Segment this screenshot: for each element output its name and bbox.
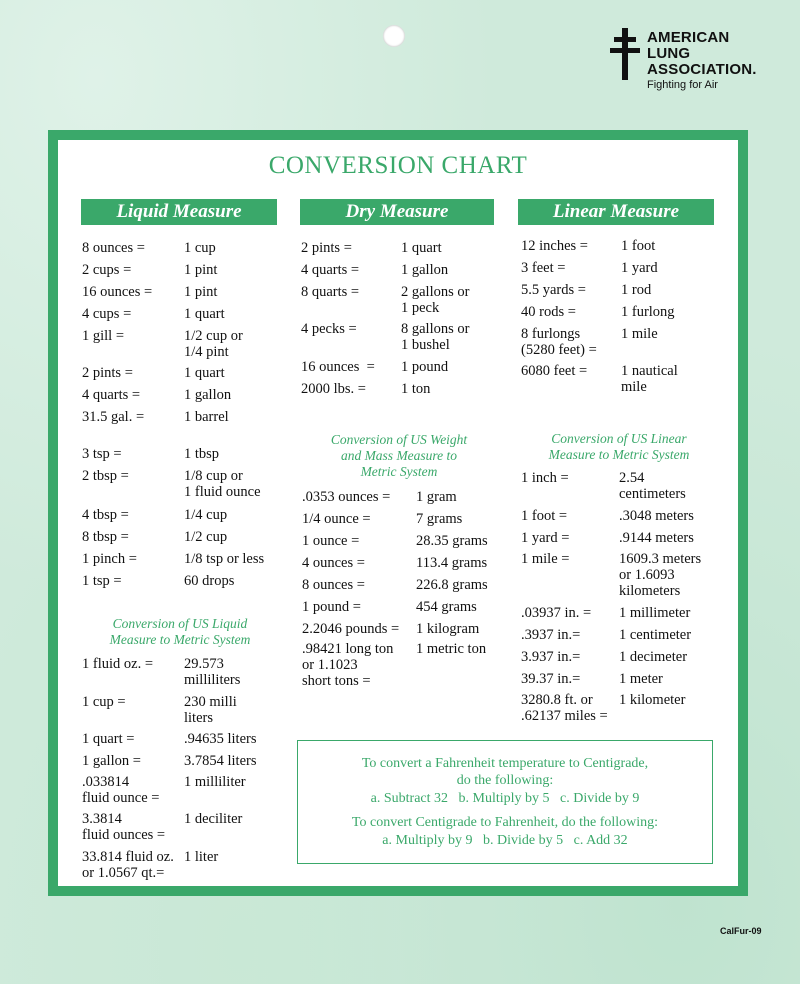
linear-row-rhs: 1 nautical mile [621, 363, 678, 395]
linear-row-lhs: 12 inches = [521, 238, 588, 254]
linear-row-lhs: 40 rods = [521, 304, 576, 320]
liquid-row-rhs: 1 quart [184, 306, 225, 322]
cross-of-lorraine-icon [610, 28, 640, 80]
liquid-row-rhs: 1 pint [184, 284, 218, 300]
liquid-row-lhs: 8 ounces = [82, 240, 145, 256]
linear-row-rhs: 1 foot [621, 238, 656, 254]
f-to-c-intro: To convert a Fahrenheit temperature to Centigrade, [361, 756, 649, 771]
liquid-row-lhs: 2 cups = [82, 262, 132, 278]
page-title: CONVERSION CHART [268, 152, 528, 179]
liquid-row-lhs: 4 tbsp = [82, 507, 129, 523]
weight-metric-row-lhs: 1/4 ounce = [302, 511, 371, 527]
weight-metric-row-rhs: 226.8 grams [416, 577, 488, 593]
dry-row-rhs: 8 gallons or 1 bushel [401, 321, 470, 353]
linear-metric-row-lhs: 39.37 in.= [521, 671, 581, 687]
logo-name: AMERICAN LUNG ASSOCIATION. [647, 29, 757, 78]
linear-metric-row-rhs: .9144 meters [619, 530, 694, 546]
weight-metric-row-rhs: 28.35 grams [416, 533, 488, 549]
linear-metric-row-rhs: 1 centimeter [619, 627, 692, 643]
liquid-row-lhs: 16 ounces = [82, 284, 153, 300]
liquid-row-rhs: 1/4 cup [184, 507, 228, 523]
dry-row-lhs: 4 quarts = [301, 262, 360, 278]
linear-metric-row-lhs: .3937 in.= [521, 627, 581, 643]
liquid-row-lhs: 4 quarts = [82, 387, 141, 403]
weight-metric-row-rhs: 7 grams [416, 511, 463, 527]
liquid-row-rhs: 1/2 cup or 1/4 pint [184, 328, 243, 360]
dry-row-lhs: 2000 lbs. = [301, 381, 366, 397]
punch-hole [383, 25, 405, 47]
liquid-row-rhs: 1/8 tsp or less [184, 551, 265, 567]
linear-metric-row-lhs: 3280.8 ft. or .62137 miles = [521, 692, 608, 724]
linear-metric-row-lhs: 1 inch = [521, 470, 569, 486]
linear-metric-title: Conversion of US Linear Measure to Metric System [548, 431, 690, 462]
dry-row-rhs: 1 gallon [401, 262, 449, 278]
liquid-measure-header: Liquid Measure [81, 199, 277, 225]
dry-row-rhs: 1 quart [401, 240, 442, 256]
linear-row-lhs: 8 furlongs (5280 feet) = [521, 326, 597, 358]
linear-metric-row-rhs: 1 decimeter [619, 649, 688, 665]
weight-metric-row-lhs: 1 pound = [302, 599, 361, 615]
dry-row-lhs: 8 quarts = [301, 284, 360, 300]
dry-row-lhs: 16 ounces = [301, 359, 375, 375]
liquid-metric-row-lhs: 1 quart = [82, 731, 135, 747]
liquid-row-rhs: 1/2 cup [184, 529, 228, 545]
weight-metric-row-lhs: 2.2046 pounds = [302, 621, 400, 637]
liquid-metric-row-rhs: .94635 liters [184, 731, 257, 747]
liquid-metric-row-lhs: 3.3814 fluid ounces = [82, 811, 166, 843]
liquid-metric-row-lhs: 1 cup = [82, 694, 126, 710]
liquid-row-lhs: 1 tsp = [82, 573, 122, 589]
linear-row-rhs: 1 furlong [621, 304, 675, 320]
liquid-row-lhs: 31.5 gal. = [82, 409, 145, 425]
linear-metric-row-lhs: 1 foot = [521, 508, 568, 524]
liquid-metric-row-lhs: 1 gallon = [82, 753, 141, 769]
liquid-row-lhs: 4 cups = [82, 306, 132, 322]
liquid-metric-row-rhs: 1 deciliter [184, 811, 243, 827]
dry-row-rhs: 2 gallons or 1 peck [401, 284, 470, 316]
f-to-c-intro-2: do the following: [456, 773, 554, 788]
weight-metric-title: Conversion of US Weight and Mass Measure to Metric System [330, 432, 468, 479]
linear-measure-header: Linear Measure [518, 199, 714, 225]
linear-metric-row-rhs: 1 meter [619, 671, 663, 687]
liquid-row-rhs: 1 barrel [184, 409, 229, 425]
weight-metric-row-rhs: 113.4 grams [416, 555, 488, 571]
liquid-metric-row-rhs: 1 liter [184, 849, 219, 865]
dry-row-lhs: 2 pints = [301, 240, 352, 256]
dry-measure-header: Dry Measure [300, 199, 494, 225]
form-code: CalFur-09 [720, 926, 762, 936]
liquid-row-lhs: 1 pinch = [82, 551, 137, 567]
dry-row-rhs: 1 ton [401, 381, 431, 397]
linear-metric-row-lhs: 1 mile = [521, 551, 570, 567]
weight-metric-row-lhs: .98421 long ton or 1.1023 short tons = [302, 641, 394, 689]
weight-metric-row-lhs: .0353 ounces = [302, 489, 391, 505]
liquid-metric-row-lhs: .033814 fluid ounce = [82, 774, 160, 806]
linear-metric-row-lhs: 3.937 in.= [521, 649, 581, 665]
liquid-row-rhs: 1/8 cup or 1 fluid ounce [184, 468, 261, 500]
weight-metric-row-lhs: 1 ounce = [302, 533, 360, 549]
linear-row-lhs: 6080 feet = [521, 363, 588, 379]
liquid-metric-row-rhs: 3.7854 liters [184, 753, 257, 769]
liquid-metric-row-rhs: 230 milli liters [184, 694, 237, 726]
linear-metric-row-rhs: 1609.3 meters or 1.6093 kilometers [619, 551, 702, 599]
linear-metric-row-lhs: 1 yard = [521, 530, 570, 546]
weight-metric-row-rhs: 1 gram [416, 489, 457, 505]
linear-metric-row-rhs: .3048 meters [619, 508, 694, 524]
liquid-row-lhs: 1 gill = [82, 328, 125, 344]
linear-metric-row-rhs: 1 millimeter [619, 605, 691, 621]
liquid-metric-row-lhs: 33.814 fluid oz. or 1.0567 qt.= [82, 849, 174, 881]
liquid-metric-row-rhs: 29.573 milliliters [184, 656, 241, 688]
dry-row-rhs: 1 pound [401, 359, 449, 375]
linear-row-rhs: 1 yard [621, 260, 658, 276]
liquid-row-rhs: 1 quart [184, 365, 225, 381]
liquid-row-lhs: 8 tbsp = [82, 529, 129, 545]
linear-metric-row-rhs: 1 kilometer [619, 692, 686, 708]
weight-metric-row-lhs: 4 ounces = [302, 555, 365, 571]
liquid-row-rhs: 60 drops [184, 573, 235, 589]
weight-metric-row-lhs: 8 ounces = [302, 577, 365, 593]
weight-metric-row-rhs: 1 kilogram [416, 621, 480, 637]
linear-metric-row-rhs: 2.54 centimeters [619, 470, 686, 502]
linear-row-rhs: 1 mile [621, 326, 658, 342]
liquid-metric-title: Conversion of US Liquid Measure to Metric System [109, 616, 251, 647]
liquid-row-lhs: 2 pints = [82, 365, 133, 381]
liquid-row-lhs: 3 tsp = [82, 446, 122, 462]
american-lung-association-logo [610, 28, 780, 98]
liquid-row-rhs: 1 cup [184, 240, 216, 256]
linear-row-lhs: 5.5 yards = [521, 282, 586, 298]
liquid-metric-row-lhs: 1 fluid oz. = [82, 656, 153, 672]
f-to-c-steps: a. Subtract 32 b. Multiply by 5 c. Divide by 9 [370, 791, 640, 806]
c-to-f-steps: a. Multiply by 9 b. Divide by 5 c. Add 32 [382, 833, 628, 848]
linear-row-rhs: 1 rod [621, 282, 652, 298]
liquid-row-lhs: 2 tbsp = [82, 468, 129, 484]
liquid-metric-row-rhs: 1 milliliter [184, 774, 246, 790]
linear-row-lhs: 3 feet = [521, 260, 566, 276]
logo-tagline: Fighting for Air [647, 79, 718, 91]
weight-metric-row-rhs: 1 metric ton [416, 641, 487, 657]
linear-metric-row-lhs: .03937 in. = [521, 605, 592, 621]
weight-metric-row-rhs: 454 grams [416, 599, 477, 615]
dry-row-lhs: 4 pecks = [301, 321, 357, 337]
liquid-row-rhs: 1 pint [184, 262, 218, 278]
liquid-row-rhs: 1 tbsp [184, 446, 220, 462]
c-to-f-intro: To convert Centigrade to Fahrenheit, do the following: [351, 815, 659, 830]
liquid-row-rhs: 1 gallon [184, 387, 232, 403]
